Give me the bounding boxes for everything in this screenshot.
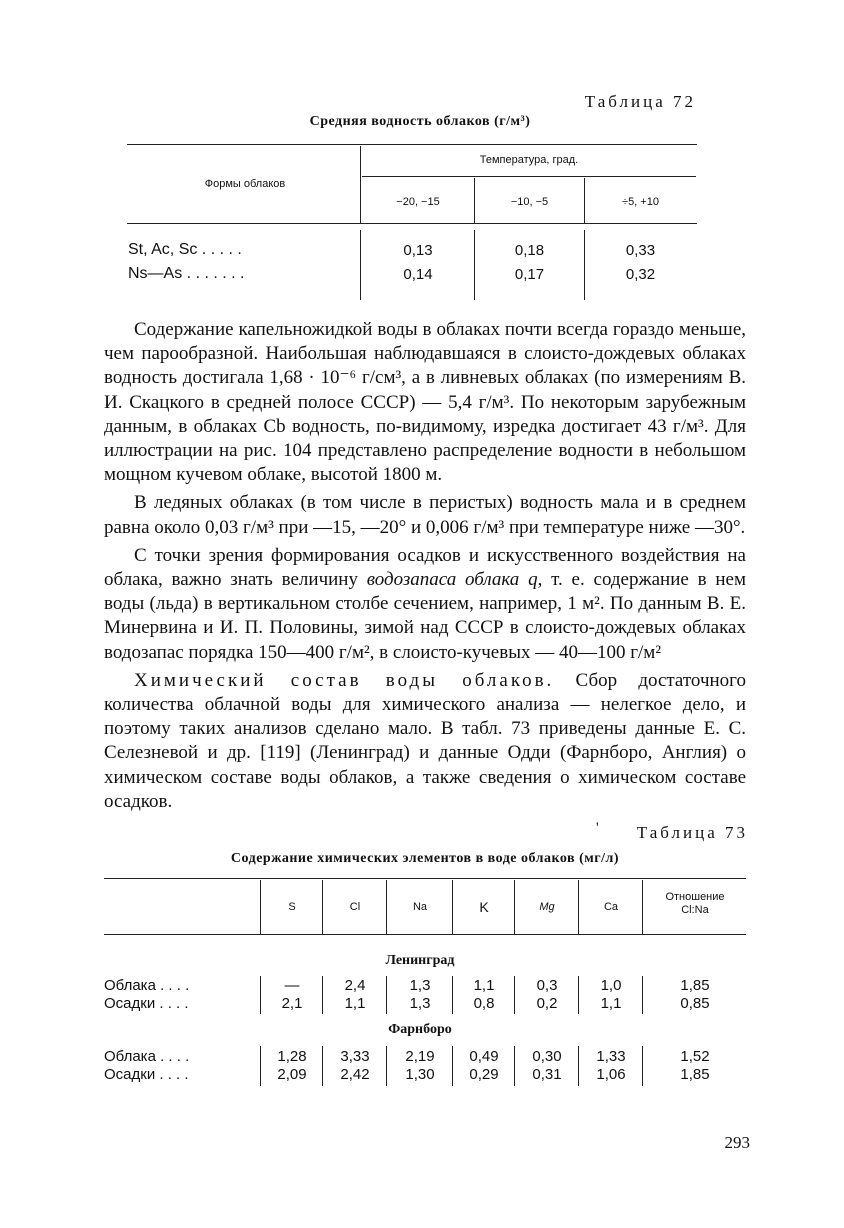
table73-cell: 0,30: [532, 1048, 562, 1065]
table73-body-divider: [642, 1046, 643, 1086]
table73-cell: 1,06: [596, 1066, 626, 1083]
table73-top-rule: [104, 878, 746, 879]
table73-body-divider: [260, 976, 261, 1014]
table73-header-divider: [452, 880, 453, 935]
table72-header-divider: [360, 146, 361, 223]
table72-temp-col-3: ÷5, +10: [622, 196, 659, 208]
table73-cell: 1,52: [680, 1048, 710, 1065]
table73-cell: 1,3: [409, 995, 431, 1012]
table73-header-bottom-rule: [104, 934, 746, 935]
table73-row-label: Облака . . . .: [104, 977, 190, 994]
table73-header-s: S: [288, 901, 296, 913]
table73-cell: 1,30: [405, 1066, 435, 1083]
table73-cell: 1,85: [680, 1066, 710, 1083]
table73-header-divider: [260, 880, 261, 935]
table73-body-divider: [386, 976, 387, 1014]
page-number: 293: [724, 1133, 750, 1152]
table73-header-cl: Cl: [349, 901, 361, 913]
table72-temp-col-2: −10, −5: [510, 196, 549, 208]
paragraph-3-end: , т. е. содержание в нем воды (льда) в вертикальном столбе сечением, например, 1 м². По данным В. Е. Минервина и И. П. Половины, зимой над СССР в слоисто-дождевых облаках водозапас порядка 150—400 г/м², в слоисто-кучевых — 40—100 г/м²: [104, 569, 746, 663]
table73-cell: 3,33: [340, 1048, 370, 1065]
table73-header-ratio: [644, 891, 746, 917]
table72-body-divider-2: [584, 230, 585, 300]
table73-header-ratio-line1: Отношение: [665, 891, 725, 903]
table72-temp-col-1: −20, −15: [396, 196, 440, 208]
table73-header-divider: [578, 880, 579, 935]
paragraph-3: [104, 544, 746, 665]
table73-body-divider: [260, 1046, 261, 1086]
table73-section-title: Ленинград: [385, 953, 455, 968]
table73-body-divider: [514, 1046, 515, 1086]
table73-cell: 0,3: [536, 977, 558, 994]
table72-cell: 0,33: [625, 242, 656, 259]
table73-caption: Таблица 73: [636, 823, 748, 842]
table72-cell: 0,18: [514, 242, 545, 259]
table72-cell: 0,17: [514, 266, 545, 283]
table73-tick: ': [596, 820, 599, 836]
table73-body-divider: [322, 976, 323, 1014]
table73-body-divider: [386, 1046, 387, 1086]
table73-header-divider: [642, 880, 643, 935]
table73-cell: 1,1: [600, 995, 622, 1012]
table72-header-forms: Формы облаков: [204, 178, 286, 190]
table73-row-label: Осадки . . . .: [104, 995, 189, 1012]
table73-body-divider: [578, 976, 579, 1014]
table73-cell: 2,4: [344, 977, 366, 994]
paragraph-2: В ледяных облаках (в том числе в перистых) водность мала и в среднем равна около 0,03 г/м³ при —15, —20° и 0,006 г/м³ при температуре ниже —30°.: [104, 492, 746, 538]
table73-header-ratio-line2: Cl:Na: [681, 904, 709, 916]
table73-body-divider: [578, 1046, 579, 1086]
table73-cell: 2,19: [405, 1048, 435, 1065]
table73-section-title: Фарнборо: [388, 1022, 452, 1037]
table72-cell: 0,14: [403, 266, 433, 283]
table72-cell: 0,32: [625, 266, 656, 283]
paragraph-3-start: С точки зрения формирования осадков и искусственного воздействия на облака, важно знать величину: [104, 544, 746, 591]
table73-cell: 1,1: [473, 977, 495, 994]
table73-cell: 1,1: [344, 995, 366, 1012]
table73-cell: 0,85: [680, 995, 710, 1012]
table73-cell: 0,31: [532, 1066, 562, 1083]
table72-title: Средняя водность облаков (г/м³): [309, 114, 531, 129]
table73-row-label: Облака . . . .: [104, 1048, 190, 1065]
table72-top-rule: [127, 144, 697, 145]
table72-header-temp: Температура, град.: [479, 154, 579, 166]
table73-cell: 2,42: [340, 1066, 370, 1083]
table73-body-divider: [452, 1046, 453, 1086]
table72-body-divider-1: [474, 230, 475, 300]
table72-header-bottom-rule: [127, 223, 697, 224]
table73-header-mg: Mg: [539, 901, 555, 913]
table73-cell: 1,0: [600, 977, 622, 994]
table72-caption: Таблица 72: [584, 92, 696, 111]
table73-body-divider: [642, 976, 643, 1014]
table73-body-divider: [452, 976, 453, 1014]
table73-cell: 0,49: [469, 1048, 499, 1065]
section-heading-chemical: Химический состав воды облаков.: [134, 669, 555, 691]
table73-cell: 1,33: [596, 1048, 626, 1065]
water-reserve-term: водозапаса облака q: [366, 569, 538, 591]
table72-row-label: Ns—As . . . . . . .: [128, 265, 245, 282]
table72-temp-rule: [362, 176, 696, 177]
body-text: [104, 318, 746, 814]
table73-cell: 0,8: [473, 995, 495, 1012]
table72-row-label: St, Ac, Sc . . . . .: [128, 241, 242, 258]
table73-header-divider: [322, 880, 323, 935]
table73-header-k: K: [479, 899, 489, 915]
paragraph-1: Содержание капельножидкой воды в облаках почти всегда гораздо меньше, чем парообразной. Наибольшая наблюдавшаяся в слоисто-дождевых облаках водность достигала 1,68 · 10⁻⁶ г/см³, а в ливневых облаках (по измерениям В. И. Скацкого в средней полосе СССР) — 5,4 г/м³. По некоторым зарубежным данным, в облаках Cb водность, по-видимому, изредка достигает 43 г/м³. Для иллюстрации на рис. 104 представлено распределение водности в небольшом мощном кучевом облаке, высотой 1800 м.: [104, 319, 746, 486]
table73-cell: 0,2: [536, 995, 558, 1012]
paragraph-4: [104, 669, 746, 814]
table73-header-divider: [514, 880, 515, 935]
table73-header-divider: [386, 880, 387, 935]
table73-header-na: Na: [412, 901, 428, 913]
table73-cell: 1,28: [277, 1048, 307, 1065]
table73-cell: —: [284, 977, 300, 994]
table73-cell: 2,09: [277, 1066, 307, 1083]
table73-title: Содержание химических элементов в воде облаков (мг/л): [230, 851, 620, 866]
table73-body-divider: [322, 1046, 323, 1086]
table73-cell: 1,3: [409, 977, 431, 994]
table73-body-divider: [514, 976, 515, 1014]
paragraph-4-text: Сбор достаточного количества облачной воды для химического анализа — нелегкое дело, и поэтому таких анализов сделано мало. В табл. 73 приведены данные Е. С. Селезневой и др. [119] (Ленинград) и данные Одди (Фарнборо, Англия) о химическом составе воды облаков, а также сведения о химическом составе осадков.: [104, 669, 746, 812]
table73-cell: 1,85: [680, 977, 710, 994]
table73-cell: 2,1: [281, 995, 303, 1012]
table73-header-ca: Ca: [603, 901, 619, 913]
table72-cell: 0,13: [403, 242, 433, 259]
table72-body-divider-0: [360, 230, 361, 300]
table73-row-label: Осадки . . . .: [104, 1066, 189, 1083]
table73-cell: 0,29: [469, 1066, 499, 1083]
